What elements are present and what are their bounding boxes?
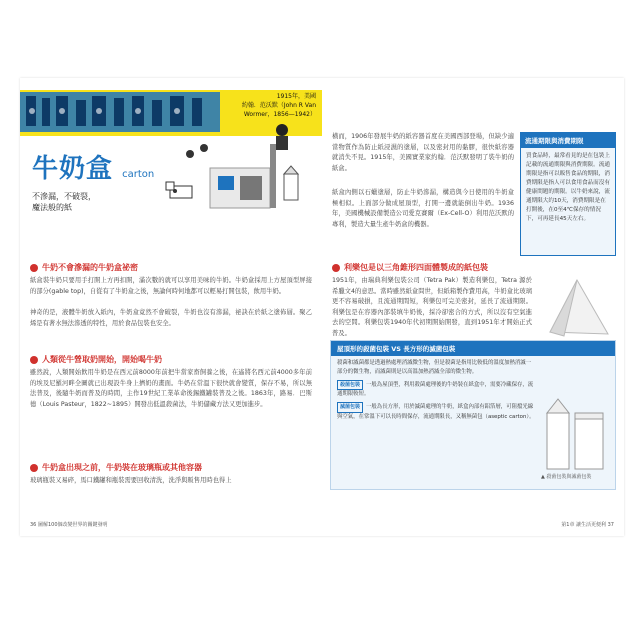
expiry-sidebar	[520, 132, 616, 256]
sidebar-title: 流通期限與消費期限	[525, 137, 584, 145]
bullet-icon	[30, 264, 38, 272]
book-spread	[20, 78, 624, 536]
section-2-paragraph: 雖然說，人類開始飲用牛奶是在西元前8000年前把牛當家畜飼養之後，在遙將名西元前4000多年前的埃及尼羅河畔全圖就已出現設牛身上擠奶的畫面。牛奶在常溫下很快就會變質，保存不易，所以無法普及，後隨牛奶而普及的時間，主作19世紀工業革命後錫鐵罐裝普及之後。1863年，路易．巴斯德（Louis Pasteur，1822~1895）開發出低溫殺菌法，牛奶儲藏方法又更加進步。	[30, 369, 312, 408]
sidebar-text: 買食品時，最常看見的是在包裝上記載的流通期限與消費期限。流通期限是指可以販售食品的期限，消費期限是指人可以食用食品而沒有健康問題的期限。以牛奶來說，流通期限大約10天，消費期限是在打開後，在0至4℃保存的情況下，可再延長45天左右。	[526, 153, 610, 222]
section-1-paragraph-2: 神奇的是，液體牛奶放入紙內，牛奶盒竟然不會破裂，牛奶也沒有滲漏，祕訣在於紙之塗佈層。聚乙烯是有著水無法滲透的特性，用於食品包裝也安全。	[30, 309, 312, 327]
section-4-paragraph: 1951年，由瑞典利樂包裝公司（Tetra Pak）製造利樂包，Tetra 源於希臘文4的意思。當時雖然紙盒問世，但紙箱製作費用高，牛奶盒比玻璃更不容易破損，且流通期間短，利樂包可完美密封，延長了流通期限。利樂包是在容器內部裝填牛奶後，採冷卻密合的方式，所以沒有空氣進去的空間。利樂包裝1940年代初期開始開發，直到1951年才開始正式普及。	[332, 277, 532, 337]
section-heading-text: 利樂包是以三角錐形四面體製成的紙包裝	[344, 263, 488, 272]
pasteurized-tag: 殺菌包裝	[337, 380, 363, 391]
package-caption: ▲ 殺菌包裝與滅菌包裝	[541, 474, 592, 480]
section-heading-1	[30, 262, 138, 273]
info-sterilized	[337, 402, 535, 422]
info-box	[330, 340, 616, 490]
title-chinese: 牛奶盒	[32, 154, 114, 184]
sterilized-tag: 滅菌包裝	[337, 402, 363, 413]
right-page	[322, 78, 624, 536]
left-page	[20, 78, 322, 536]
section-heading-text: 牛奶不會滲漏的牛奶盒祕密	[42, 263, 138, 272]
inventor-credit	[226, 92, 316, 119]
bullet-icon	[30, 464, 38, 472]
chapter-subtitle	[32, 191, 112, 213]
credit-year: 1915年，美國	[276, 93, 316, 100]
section-heading-text: 人類從牛營取奶開始，開始喝牛奶	[42, 355, 162, 364]
intro-paragraph-2: 紙盒內側以石蠟塗層，防止牛奶滲漏，構造與今日使用的牛奶盒極相似。上面部分做成屋頂型，打開一邊就能倒出牛奶。1936年，美國機械設備製造公司愛克賽爾（Ex-Cell-O）利用范沃默的專利，製造大量生產牛奶盒的機器。	[332, 189, 514, 228]
pasteurized-text: 一般為屋頂型，利用殺菌處理後的牛奶裝在紙盒中，需要冷藏保存，流通期限較短。	[337, 381, 534, 398]
section-1-paragraph: 紙盒裝牛奶只要用手打開上方再扣開，滿次數的就可以享用美味的牛奶。牛奶盒採用上方屋頂型屏接的部分(gable top)，自從有了牛奶盒之後，無論何時何地都可以輕易打開包裝，飲用牛奶。	[30, 277, 312, 295]
tetra-pak-illustration	[542, 278, 612, 338]
section-3-paragraph: 玻璃瓶裝又易碎，馬口鐵罐和瓶裝需要回收清洗，洗淨與販售用時也得上	[30, 477, 232, 484]
left-page-footer: 36 圖解100個改變世界的關鍵發明	[30, 522, 108, 528]
sidebar-header	[521, 133, 615, 148]
info-pasteurized	[337, 380, 535, 400]
credit-name: 約翰．范沃默（John R Van Wormer，1856—1942）	[241, 102, 316, 118]
carton-illustration	[543, 395, 613, 471]
right-page-footer: 第1章 讓生活更便利 37	[561, 522, 614, 528]
chapter-title	[32, 148, 154, 185]
section-heading-3	[30, 462, 202, 473]
info-box-title: 屋頂形的殺菌包裝 VS 長方形的滅菌包裝	[331, 341, 615, 356]
section-heading-2	[30, 354, 162, 365]
intro-paragraph: 橫而，1906年發展牛奶的紙容器首度在美國西部登場，但缺少適當物質作為防止紙浸濕的塗層，以及密封用的黏膠，很快紙容器就消失不見。1915年，美國實業家約翰．范沃默發明了裝牛奶的紙盒。	[332, 133, 514, 172]
bullet-icon	[332, 264, 340, 272]
info-intro: 殺菌和滅菌都是透過熱處理消滅微生物，但是殺菌是指用比較低的溫度加熱消滅一部分的微生物，而滅菌則是以高溫加熱消滅全部的微生物。	[337, 360, 532, 375]
section-heading-4	[332, 262, 488, 273]
sterilized-text: 一般為長方形，用於滅菌處理的牛奶，紙盒內部有鋁箔層，可阻擋光線與空氣，在常溫下可以長時間保存，流通期限長，又稱無菌包（aseptic carton）。	[337, 404, 535, 420]
title-english: carton	[122, 169, 155, 180]
section-heading-text: 牛奶盒出現之前，牛奶裝在玻璃瓶或其他容器	[42, 463, 202, 472]
info-box-body	[337, 359, 535, 422]
subtitle-line-1: 不滲漏，不破裂，	[32, 192, 96, 201]
subtitle-line-2: 魔法般的紙	[32, 203, 72, 212]
bullet-icon	[30, 356, 38, 364]
